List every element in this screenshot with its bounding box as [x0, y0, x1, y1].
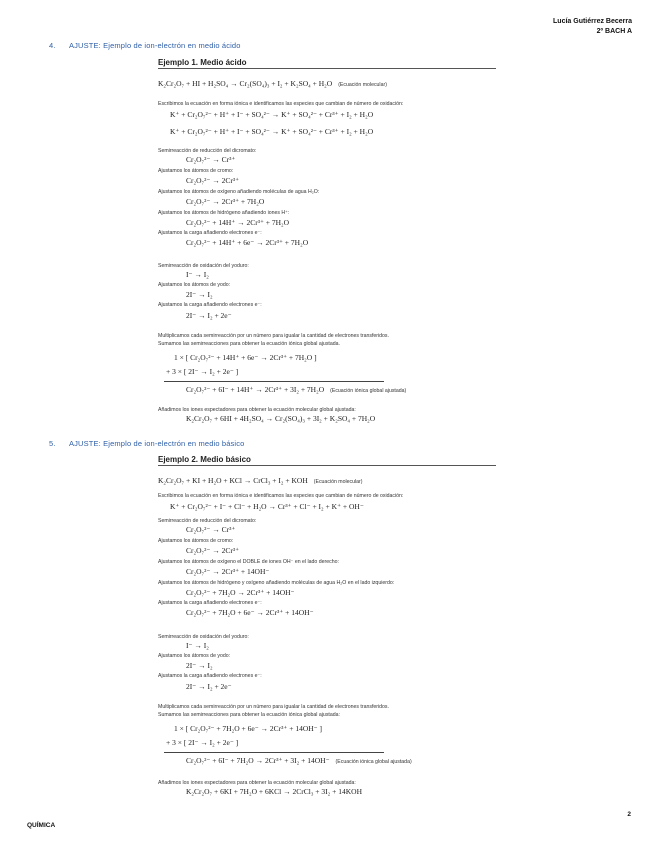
example-title: Ejemplo 1. Medio ácido: [158, 58, 496, 69]
half-reaction: Cr₂O₇²⁻ → 2Cr³⁺ + 7H₂O: [186, 197, 265, 206]
instruction-text: Multiplicamos cada semirreacción por un número para igualar la cantidad de electrones transferidos.: [158, 704, 389, 710]
instruction-text: Escribimos la ecuación en forma iónica e identificamos las especies que cambian de número de oxidación:: [158, 493, 404, 499]
section-title: AJUSTE: Ejemplo de ion-electrón en medio ácido: [69, 41, 241, 50]
half-reaction: Cr₂O₇²⁻ → 2Cr³⁺: [186, 176, 240, 185]
instruction-text: Ajustamos la carga añadiendo electrones e⁻:: [158, 302, 262, 308]
section-number: 5.: [49, 439, 56, 448]
example-title: Ejemplo 2. Medio básico: [158, 455, 496, 466]
instruction-text: Semirreacción de reducción del dicromato:: [158, 518, 257, 524]
global-ionic-equation: Cr₂O₇²⁻ + 6I⁻ + 7H₂O → 2Cr³⁺ + 3I₂ + 14OH⁻ (Ecuación iónica global ajustada): [186, 756, 412, 765]
section-heading-base: [49, 439, 244, 448]
sum-rule: [164, 752, 384, 753]
page-number: 2: [627, 811, 631, 818]
equation-note: (Ecuación iónica global ajustada): [335, 759, 412, 765]
half-reaction: Cr₂O₇²⁻ + 7H₂O + 6e⁻ → 2Cr³⁺ + 14OH⁻: [186, 608, 314, 617]
half-reaction: I⁻ → I₂: [186, 641, 209, 650]
molecular-equation: K₂Cr₂O₇ + KI + H₂O + KCl → CrCl₃ + I₂ + KOH (Ecuación molecular): [158, 476, 363, 485]
half-reaction: Cr₂O₇²⁻ → 2Cr³⁺: [186, 546, 240, 555]
half-reaction: I⁻ → I₂: [186, 270, 209, 279]
instruction-text: Sumamos las semirreacciones para obtener la ecuación iónica global ajustada.: [158, 341, 340, 347]
multiplied-half-reaction: + 3 × [ 2I⁻ → I₂ + 2e⁻ ]: [166, 738, 239, 747]
instruction-text: Ajustamos los átomos de oxígeno añadiendo moléculas de agua H₂O:: [158, 189, 320, 195]
instruction-text: Añadimos los iones espectadores para obtener la ecuación molecular global ajustada:: [158, 780, 356, 786]
instruction-text: Ajustamos la carga añadiendo electrones e⁻:: [158, 673, 262, 679]
instruction-text: Semirreacción de reducción del dicromato:: [158, 148, 257, 154]
instruction-text: Ajustamos los átomos de hidrógeno y oxígeno añadiendo moléculas de agua H₂O en el lado izquierdo:: [158, 580, 395, 586]
section-number: 4.: [49, 41, 56, 50]
equation-note: (Ecuación molecular): [313, 479, 363, 485]
half-reaction: 2I⁻ → I₂: [186, 290, 213, 299]
equation-note: (Ecuación molecular): [338, 82, 387, 88]
half-reaction: 2I⁻ → I₂: [186, 661, 213, 670]
ionic-equation: K⁺ + Cr₂O₇²⁻ + I⁻ + Cl⁻ + H₂O → Cr³⁺ + Cl⁻ + I₂ + K⁺ + OH⁻: [170, 502, 364, 511]
global-ionic-equation: Cr₂O₇²⁻ + 6I⁻ + 14H⁺ → 2Cr³⁺ + 3I₂ + 7H₂O (Ecuación iónica global ajustada): [186, 385, 407, 394]
instruction-text: Escribimos la ecuación en forma iónica e identificamos las especies que cambian de número de oxidación:: [158, 101, 404, 107]
author-name: Lucía Gutiérrez Becerra: [553, 18, 632, 25]
example-base: [158, 455, 496, 796]
half-reaction: 2I⁻ → I₂ + 2e⁻: [186, 682, 232, 691]
instruction-text: Ajustamos los átomos de cromo:: [158, 168, 234, 174]
instruction-text: Ajustamos los átomos de yodo:: [158, 282, 231, 288]
global-molecular-equation: K₂Cr₂O₇ + 6KI + 7H₂O + 6KCl → 2CrCl₃ + 3I₂ + 14KOH: [186, 787, 363, 796]
footer-subject: QUÍMICA: [27, 822, 56, 829]
ionic-equation-oxidation-states: K⁺ + Cr₂O₇²⁻ + H⁺ + I⁻ + SO₄²⁻ → K⁺ + SO₄²⁻ + Cr³⁺ + I₂ + H₂O: [170, 127, 374, 136]
molecular-equation: K₂Cr₂O₇ + HI + H₂SO₄ → Cr₂(SO₄)₃ + I₂ + K₂SO₄ + H₂O (Ecuación molecular): [158, 79, 387, 88]
instruction-text: Semirreacción de oxidación del yoduro:: [158, 634, 249, 640]
instruction-text: Añadimos los iones espectadores para obtener la ecuación molecular global ajustada:: [158, 407, 356, 413]
instruction-text: Ajustamos los átomos de hidrógeno añadiendo iones H⁺:: [158, 210, 290, 216]
section-heading-acid: [49, 41, 241, 50]
multiplied-half-reaction: 1 × [ Cr₂O₇²⁻ + 7H₂O + 6e⁻ → 2Cr³⁺ + 14OH⁻ ]: [174, 724, 323, 733]
course-label: 2º BACH A: [596, 28, 632, 35]
half-reaction: 2I⁻ → I₂ + 2e⁻: [186, 311, 232, 320]
example-acid: [158, 58, 496, 423]
instruction-text: Semirreacción de oxidación del yoduro:: [158, 263, 249, 269]
equation-note: (Ecuación iónica global ajustada): [330, 388, 407, 394]
sum-rule: [164, 381, 384, 382]
instruction-text: Ajustamos los átomos de cromo:: [158, 538, 234, 544]
half-reaction: Cr₂O₇²⁻ → 2Cr³⁺ + 14OH⁻: [186, 567, 270, 576]
multiplied-half-reaction: + 3 × [ 2I⁻ → I₂ + 2e⁻ ]: [166, 367, 239, 376]
half-reaction: Cr₂O₇²⁻ + 14H⁺ + 6e⁻ → 2Cr³⁺ + 7H₂O: [186, 238, 309, 247]
half-reaction: Cr₂O₇²⁻ → Cr³⁺: [186, 155, 236, 164]
half-reaction: Cr₂O₇²⁻ + 14H⁺ → 2Cr³⁺ + 7H₂O: [186, 218, 290, 227]
instruction-text: Sumamos las semirreacciones para obtener la ecuación iónica global ajustada:: [158, 712, 340, 718]
instruction-text: Multiplicamos cada semirreacción por un número para igualar la cantidad de electrones transferidos.: [158, 333, 389, 339]
half-reaction: Cr₂O₇²⁻ → Cr³⁺: [186, 525, 236, 534]
section-title: AJUSTE: Ejemplo de ion-electrón en medio básico: [69, 439, 245, 448]
half-reaction: Cr₂O₇²⁻ + 7H₂O → 2Cr³⁺ + 14OH⁻: [186, 588, 295, 597]
instruction-text: Ajustamos la carga añadiendo electrones e⁻:: [158, 230, 262, 236]
instruction-text: Ajustamos los átomos de oxígeno el DOBLE de iones OH⁻ en el lado derecho:: [158, 559, 339, 565]
instruction-text: Ajustamos los átomos de yodo:: [158, 653, 231, 659]
instruction-text: Ajustamos la carga añadiendo electrones e⁻:: [158, 600, 262, 606]
multiplied-half-reaction: 1 × [ Cr₂O₇²⁻ + 14H⁺ + 6e⁻ → 2Cr³⁺ + 7H₂O ]: [174, 353, 317, 362]
global-molecular-equation: K₂Cr₂O₇ + 6HI + 4H₂SO₄ → Cr₂(SO₄)₃ + 3I₂ + K₂SO₄ + 7H₂O: [186, 414, 376, 423]
ionic-equation: K⁺ + Cr₂O₇²⁻ + H⁺ + I⁻ + SO₄²⁻ → K⁺ + SO₄²⁻ + Cr³⁺ + I₂ + H₂O: [170, 110, 374, 119]
